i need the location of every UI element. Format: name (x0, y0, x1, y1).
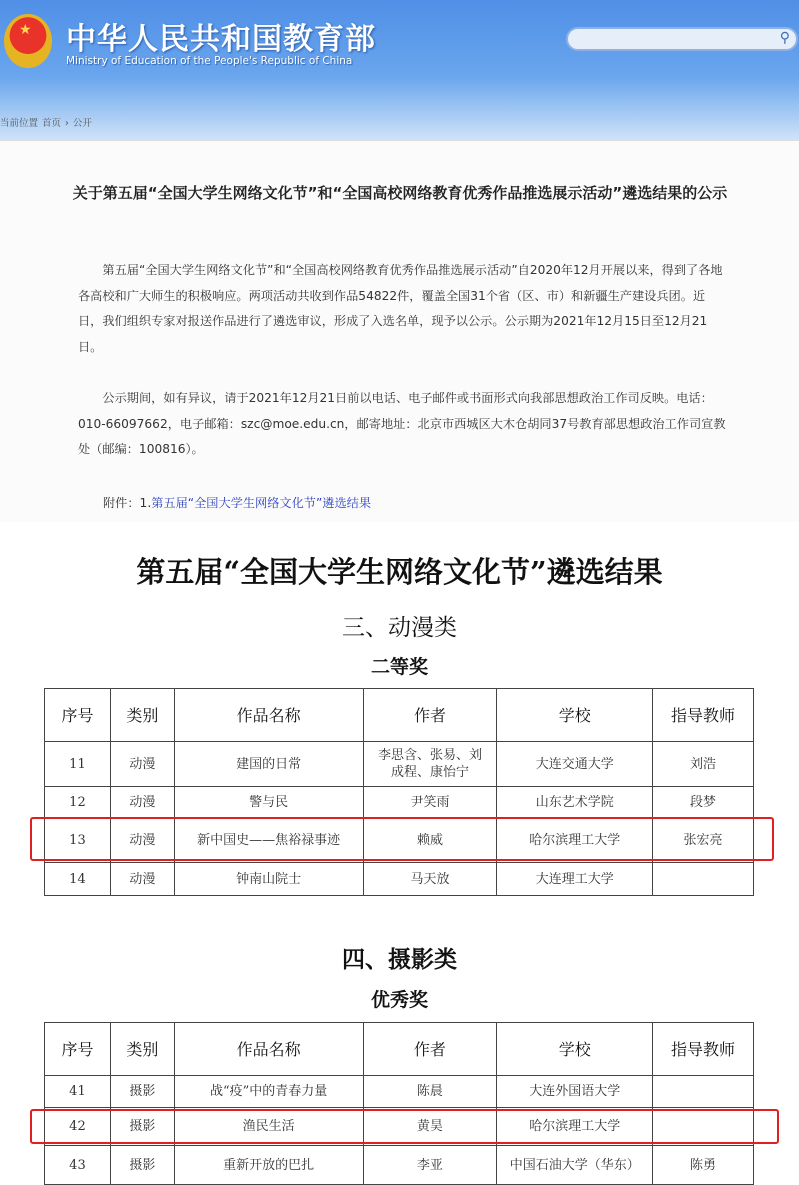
table-cell: 李思含、张易、刘成程、康怡宁 (363, 742, 497, 787)
table-cell: 摄影 (110, 1146, 174, 1185)
document-title: 第五届“全国大学生网络文化节”遴选结果 (136, 555, 663, 589)
breadcrumb-home[interactable]: 首页 (42, 118, 62, 129)
column-header: 指导教师 (653, 1023, 754, 1076)
table-row (45, 787, 754, 818)
table-cell: 新中国史——焦裕禄事迹 (174, 818, 363, 863)
table-cell: 警与民 (174, 787, 363, 818)
table-header-row (45, 1023, 754, 1076)
table-cell: 山东艺术学院 (497, 787, 653, 818)
table-cell: 42 (45, 1108, 111, 1146)
notice-title: 关于第五届“全国大学生网络文化节”和“全国高校网络教育优秀作品推选展示活动”遴选结果的公示 (72, 184, 728, 202)
column-header: 学校 (497, 1023, 653, 1076)
table-cell: 大连外国语大学 (497, 1076, 653, 1108)
table-cell: 刘浩 (653, 742, 754, 787)
attachment-prefix: 附件：1. (103, 496, 152, 510)
award-heading: 二等奖 (370, 656, 428, 678)
table-cell: 李亚 (363, 1146, 497, 1185)
breadcrumb-label: 当前位置 (0, 118, 39, 129)
table-cell: 41 (45, 1076, 111, 1108)
attachment-link[interactable]: 第五届“全国大学生网络文化节”遴选结果 (151, 496, 372, 510)
table-row (45, 1146, 754, 1185)
section-heading: 四、摄影类 (342, 946, 457, 973)
table-cell: 大连理工大学 (497, 863, 653, 896)
table-cell: 13 (45, 818, 111, 863)
breadcrumb-public[interactable]: 公开 (72, 118, 92, 129)
table-cell: 尹笑雨 (363, 787, 497, 818)
table-cell: 重新开放的巴扎 (174, 1146, 363, 1185)
site-subtitle: Ministry of Education of the People's Republic of China (66, 55, 353, 67)
table-row (45, 863, 754, 896)
table-cell: 动漫 (110, 863, 174, 896)
column-header: 作者 (363, 689, 497, 742)
attachment (103, 494, 371, 511)
column-header: 作者 (363, 1023, 497, 1076)
table-cell: 大连交通大学 (497, 742, 653, 787)
table-cell: 张宏亮 (653, 818, 754, 863)
column-header: 序号 (45, 1023, 111, 1076)
table-cell: 动漫 (110, 742, 174, 787)
table-cell: 12 (45, 787, 111, 818)
table-cell: 11 (45, 742, 111, 787)
table-cell (653, 863, 754, 896)
table-cell: 动漫 (110, 787, 174, 818)
site-header (0, 0, 799, 140)
table-cell: 战“疫”中的青春力量 (174, 1076, 363, 1108)
table-cell: 马天放 (363, 863, 497, 896)
results-table-animation (44, 688, 754, 896)
site-title[interactable]: 中华人民共和国教育部 (66, 22, 376, 57)
section-heading: 三、动漫类 (342, 615, 457, 641)
column-header: 类别 (110, 689, 174, 742)
results-table-photography (44, 1022, 754, 1185)
award-heading: 优秀奖 (370, 989, 428, 1011)
column-header: 指导教师 (653, 689, 754, 742)
highlight-box (30, 817, 774, 861)
table-row (45, 742, 754, 787)
highlight-box (30, 1109, 779, 1144)
table-cell: 渔民生活 (174, 1108, 363, 1146)
breadcrumb-separator: › (65, 118, 69, 129)
table-cell: 陈勇 (653, 1146, 754, 1185)
table-cell: 赖威 (363, 818, 497, 863)
notice-paragraph: 公示期间，如有异议，请于2021年12月21日前以电话、电子邮件或书面形式向我部思想政治工作司反映。电话：010-66097662，电子邮箱：szc@moe.edu.cn，邮寄地址：北京市西城区大木仓胡同37号教育部思想政治工作司宣教处（邮编：100816）。 (78, 391, 726, 456)
table-cell: 钟南山院士 (174, 863, 363, 896)
table-cell: 摄影 (110, 1076, 174, 1108)
table-cell (653, 1076, 754, 1108)
notice-paragraph: 第五届“全国大学生网络文化节”和“全国高校网络教育优秀作品推选展示活动”自2020年12月开展以来，得到了各地各高校和广大师生的积极响应。两项活动共收到作品54822件，覆盖全国31个省（区、市）和新疆生产建设兵团。近日，我们组织专家对报送作品进行了遴选审议，形成了入选名单，现予以公示。公示期为2021年12月15日至12月21日。 (78, 263, 723, 354)
column-header: 作品名称 (174, 1023, 363, 1076)
table-cell: 哈尔滨理工大学 (497, 1108, 653, 1146)
breadcrumb (0, 115, 96, 129)
table-cell: 哈尔滨理工大学 (497, 818, 653, 863)
table-cell: 建国的日常 (174, 742, 363, 787)
table-cell: 中国石油大学（华东） (497, 1146, 653, 1185)
table-cell: 动漫 (110, 818, 174, 863)
table-cell: 43 (45, 1146, 111, 1185)
search-icon[interactable]: ⚲ (779, 30, 790, 46)
table-cell: 段梦 (653, 787, 754, 818)
table-row (45, 1076, 754, 1108)
search-input[interactable] (566, 27, 798, 51)
table-cell: 14 (45, 863, 111, 896)
table-cell: 陈晨 (363, 1076, 497, 1108)
column-header: 类别 (110, 1023, 174, 1076)
column-header: 作品名称 (174, 689, 363, 742)
table-header-row (45, 689, 754, 742)
column-header: 序号 (45, 689, 111, 742)
column-header: 学校 (497, 689, 653, 742)
national-emblem-icon: ★ (4, 14, 52, 68)
table-cell: 黄昊 (363, 1108, 497, 1146)
table-cell: 摄影 (110, 1108, 174, 1146)
